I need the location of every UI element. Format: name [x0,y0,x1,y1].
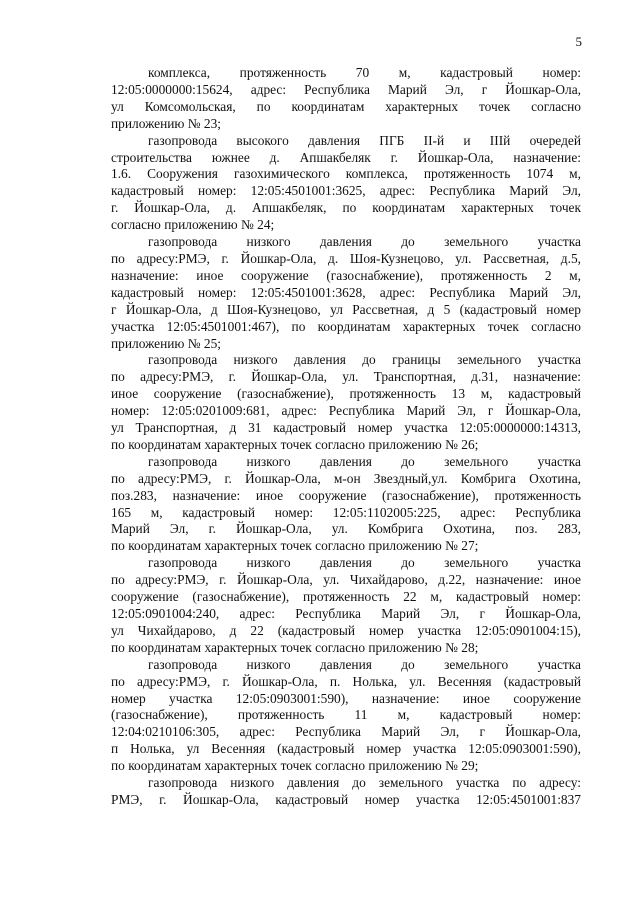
text-line: г. Йошкар-Ола, д. Апшакбеляк, по координатам характерных точек [111,200,581,216]
text-line: газопровода низкого давления до границы земельного участка [148,352,581,368]
text-line: сооружение (газоснабжение), протяженность 22 м, кадастровый номер: [111,589,581,605]
document-body [111,65,581,809]
text-line: согласно приложению № 24; [111,217,275,233]
text-line: приложению № 25; [111,335,222,351]
paragraph [111,657,581,775]
text-line: газопровода высокого давления ПГБ II-й и IIIй очередей [148,132,581,148]
text-line: участка 12:05:4501001:467), по координатам характерных точек согласно [111,318,581,334]
text-line: РМЭ, г. Йошкар-Ола, кадастровый номер участка 12:05:4501001:837 [111,791,581,807]
paragraph [111,65,581,133]
text-line: 165 м, кадастровый номер: 12:05:1102005:225, адрес: Республика [111,504,581,520]
text-line: кадастровый номер: 12:05:4501001:3625, адрес: Республика Марий Эл, [111,183,581,199]
text-line: 12:04:0210106:305, адрес: Республика Марий Эл, г Йошкар-Ола, [111,724,581,740]
text-line: Марий Эл, г. Йошкар-Ола, ул. Комбрига Охотина, поз. 283, [111,521,581,537]
text-line: по координатам характерных точек согласно приложению № 26; [111,436,479,452]
text-line: назначение: иное сооружение (газоснабжение), протяженность 2 м, [111,267,581,283]
text-line: газопровода низкого давления до земельного участка [148,234,581,250]
text-line: ул Комсомольская, по координатам характерных точек согласно [111,98,581,114]
text-line: по координатам характерных точек согласно приложению № 29; [111,758,479,774]
paragraph [111,454,581,555]
text-line: номер: 12:05:0201009:681, адрес: Республика Марий Эл, г Йошкар-Ола, [111,403,581,419]
paragraph [111,234,581,352]
text-line: поз.283, назначение: иное сооружение (газоснабжение), протяженность [111,487,581,503]
text-line: 12:05:0000000:15624, адрес: Республика Марий Эл, г Йошкар-Ола, [111,81,581,97]
text-line: ул Чихайдарово, д 22 (кадастровый номер участка 12:05:0901004:15), [111,622,581,638]
paragraph [111,775,581,809]
text-line: номер участка 12:05:0903001:590), назначение: иное сооружение [111,690,581,706]
text-line: по адресу:РМЭ, г. Йошкар-Ола, ул. Транспортная, д.31, назначение: [111,369,581,385]
text-line: (газоснабжение), протяженность 11 м, кадастровый номер: [111,707,581,723]
text-line: комплекса, протяженность 70 м, кадастровый номер: [148,65,581,80]
text-line: по адресу:РМЭ, г. Йошкар-Ола, ул. Чихайдарово, д.22, назначение: иное [111,572,581,588]
text-line: по адресу:РМЭ, г. Йошкар-Ола, п. Нолька, ул. Весенняя (кадастровый [111,673,581,689]
text-line: г Йошкар-Ола, д Шоя-Кузнецово, ул Рассветная, д 5 (кадастровый номер [111,301,581,317]
text-line: приложению № 23; [111,115,222,131]
paragraph [111,555,581,656]
text-line: ул Транспортная, д 31 кадастровый номер участка 12:05:0000000:14313, [111,420,581,436]
text-line: п Нолька, ул Весенняя (кадастровый номер участка 12:05:0903001:590), [111,741,581,757]
text-line: строительства южнее д. Апшакбеляк г. Йошкар-Ола, назначение: [111,149,581,165]
paragraph [111,133,581,234]
text-line: по адресу:РМЭ, г. Йошкар-Ола, м-он Звездный,ул. Комбрига Охотина, [111,470,581,486]
text-line: по координатам характерных точек согласно приложению № 28; [111,639,479,655]
page-number: 5 [575,34,582,49]
text-line: газопровода низкого давления до земельного участка [148,656,581,672]
paragraph [111,352,581,453]
text-line: газопровода низкого давления до земельного участка [148,555,581,571]
text-line: 1.6. Сооружения газохимического комплекса, протяженность 1074 м, [111,166,581,182]
text-line: 12:05:0901004:240, адрес: Республика Марий Эл, г Йошкар-Ола, [111,606,581,621]
text-line: кадастровый номер: 12:05:4501001:3628, адрес: Республика Марий Эл, [111,284,581,300]
text-line: по координатам характерных точек согласно приложению № 27; [111,538,479,554]
text-line: газопровода низкого давления до земельного участка [148,453,581,469]
text-line: по адресу:РМЭ, г. Йошкар-Ола, д. Шоя-Кузнецово, ул. Рассветная, д.5, [111,250,581,266]
text-line: газопровода низкого давления до земельного участка по адресу: [148,775,581,791]
text-line: иное сооружение (газоснабжение), протяженность 13 м, кадастровый [111,386,581,402]
